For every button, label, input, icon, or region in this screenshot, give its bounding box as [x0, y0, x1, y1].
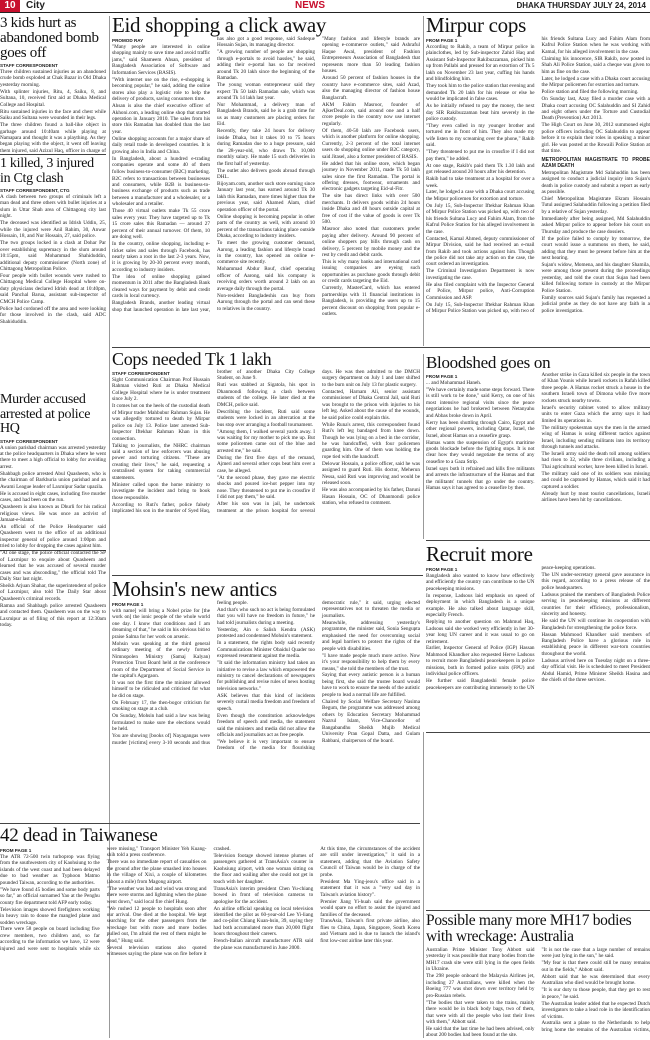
article-murder-accused	[0, 393, 106, 821]
headline: Mohsin's new antics	[112, 578, 277, 601]
article-body: Three children sustained injuries as an abandoned crude bomb exploded at Chak Bazar in Old Dhaka yesterday morning. With splinter injuries, Ritu, 4, Saiku, 8, and Sultana, 10, received first aid at Dhaka Medical College and Hospital. Ritu sustained injuries in the face and chest while Saiku and Sultana were wounded in their legs. The three children found a ball-like object in garbage around 10:40am while playing at Namapara and thought it was a plaything. As they began playing with the object, it went off leaving them injured, said Azizul Haq, officer in charge of	[0, 69, 106, 154]
article-cops-needed	[112, 350, 420, 573]
section-name: City	[26, 0, 45, 11]
article-mh17	[426, 913, 650, 1038]
section-rule	[112, 575, 423, 576]
article-body: FROM PAGE 1 Bangladesh also wanted to know how effectively and efficiently the country can contribute to the UN peacekeeping missions. In response, Ladsous laid emphasis on speed of deployment in which Bangladesh is a unique example. He also talked about language skill, especially French. Replying to another question on Mahmud Haq, Ladsous said she worked very efficiently in her 30-year long UN career and it was usual to go on retirement. Earlier, Inspector General of Police (IGP) Hassan Mahmood Khandker also requested Herve Ladsous to recruit more Bangladeshi peacekeepers in police missions, both in formed police units (FPU) and individual police officers. He further said Bangladeshi female police peacekeepers are contributing immensely to the UN peace-keeping operations. The UN under-secretary general gave assurance in this regard, according to a press release of the police headquarters. Ladsous praised the members of Bangladesh Police serving in peacekeeping missions at different countries for their efficiency, professionalism, sincerity and honesty. He said the UN will continue its cooperation with Bangladesh for strengthening the police force. Hassan Mahmood Khandker said members of Bangladesh Police have a glorious role in establishing peace in different war-torn countries throughout the world. Ladsous arrived here on Tuesday night on a three-day official visit. He is scheduled to meet President Abdul Hamid, Prime Minister Sheikh Hasina and the chiefs of the three services.	[426, 565, 650, 691]
masthead	[0, 0, 650, 13]
byline: STAFF CORRESPONDENT, CTG	[0, 188, 70, 193]
section-rule	[112, 347, 650, 348]
byline: STAFF CORRESPONDENT	[0, 438, 58, 444]
article-body: PROMOD RAY "Many people are interested in online shopping mainly to save time and avoid traffic jams," said Shameem Ahsan, president of Bangladesh Association of Software and Information Services (BASIS). "With internet use on the rise, e-shopping is becoming popular," he said, adding the online stores also play a logistic role to help the delivery of products, saving consumers time. Ahsan is also the chief executive officer of Akhoni.com, a leading online shop that started operation in January 2010. The sales from his store this Ramadan has doubled than the last year. Online shopping accounts for a major share of daily retail trade in developed countries. It is growing also in India and China. In Bangladesh, about a hundred e-trading companies operate and some 40 of them follow business-to-consumer (B2C) marketing. B2C refers to transactions between businesses and consumers, while B2B is business-to-business exchange of products such as trade between a manufacturer and a wholesaler, or a wholesaler and a retailer. Those 40 virtual outlets make Tk 55 crore sales every year. They have targeted up to Tk 15 crore sales this Ramadan — around 27 percent of their annual turnover. Of them, 10 are doing well. In the country, online shopping, including e-ticket sales and sales through Facebook, has nearly taken a root in the last 2-3 years. Now, it is growing by 20-30 percent every month, according to industry insiders. The idea of online shopping gained momentum in 2011 after the Bangladesh Bank cleared ways for payment by debit and credit cards in local currency. Bangladesh Brands, another leading virtual shop that launched operation in late last year, has also got a good response, said Sadeque Hossain Sujan, its managing director. "A growing number of people are shopping through e-portals to avoid hassles," he said, adding their e-portal has so far received around Tk 20 lakh since the beginning of the Ramadan. The young woman entrepreneur said they expect Tk 50 lakh Ramadan sale, which was around Tk 14 lakh last year. Nur Mohammad, a delivery man of Bangladesh Brands, said he is a grab time for us as many customers are placing orders for Eid. Recently, they take 24 hours for delivery inside Dhaka, but it takes 10 to 75 hours during Ramadan due to a huge pressure, said the 28-year-old, who draws Tk 10,000 monthly salary. He made 15 such deliveries in the first half of yesterday. The outlet also delivers goods abroad through DHL. Bijoyam.com, another such store earning since January last year, has earned around Tk 30 lakh this Ramadan, more times higher than the previous year, said Ahamed Alam, chief operation officer of the portal. Online shopping is becoming popular in other parts of the country as well, with around 10 percent of the transactions taking place outside Dhaka, according to industry insiders. To meet the growing customer demand, Aarong, a leading fashion and lifestyle brand in the country, has opened an online e-commerce site recently. Mohammad Abdur Rouf, chief operating officer of Aarong, said his company is receiving orders worth around 2 lakh on an average daily through the portal. Non-resident Bangladeshis can buy from Aarong through the portal and can send these to relatives in the country. "Many fashion and lifestyle brands are opening e-commerce outlets," said Ashraful Haque Awal, president of Fashion Entrepreneurs Association of Bangladesh that represents more than 50 leading fashion houses. Around 50 percent of fashion houses in the country have e-commerce sites, said Azad, also the managing director of fashion house Banglacraft. AKM Fahim Masroor, founder of AjkerDeal.com, said around one and a half crore people in the country now use internet regularly. Of them, 40-50 lakh are Facebook users, which is another platform for online shopping. Currently, 2-3 percent of the total internet users do shopping online under B2C category, said Jitasel, also a former president of BASIS. He added that his online store, which began journey in November 2011, made Tk 50 lakh sales since the first Ramadan. The portal is offering dresses, footwear, ornaments and electronic gadgets targeting Eid-ul-Fitr. The site has direct links with over 500 merchants. It delivers goods within 24 hours inside Dhaka and 48 hours outside capital at free of cost if the value of goods is over Tk 500. Masroor also noted that customers prefer paying after delivery. Around 90 percent of online shoppers pay bills through cash on delivery, 5 percent by mobile money and the rest by credit and debit cards. This is why many banks and international card issuing companies are eyeing such opportunities as purchase goods through debit or credit cards targeting the Eid. Currently, MasterCard, which has entered partnerships with 11 financial institutions in Bangladesh, is providing the users up to 15 percent discount on shopping from popular e-outlets.	[112, 36, 420, 318]
headline: Bloodshed goes on	[426, 354, 551, 372]
section-rule	[0, 154, 106, 155]
article-body: FROM PAGE 1 with name] will bring a Nobel prize for [the work on] the ionic people of the whole world one day. I know that conditions and I am dreaming of that," he said in his obvious bid to praise Salma for her work on arsenic. Mohsin was speaking at the third general ordinary meeting of the newly formed Nimnopolen Ministry (Samaj Kalyan) Protection Trust Board held at the conference room of the Department of Social Service in the capital's Agargaon. It was not the first time the minister allowed himself to be ridiculed and criticised for what he did on stage. On February 17, the then-bogor criticism for smoking on stage at a club. On Sunday, Mohsin had said a law was being formulated to make sure the elections would be held. You are showing [books of] Nayagangas were murder [victims] every 3-10 seconds and thus feeling people. And that's who such no act is being formulated that you will have no freedom in future," he had told journalists during a meeting. Yesterday, Ain o Salish Kendra (ASK) protested and condemned Mohsin's statement. In a statement, the rights body said recently Communications Minister Obaidul Quader too expressed resentment against the media. "It said the information ministry had taken an initiative to revise a law which empowered the ministry to cancel declarations of newspapers for publishing and revise rules of news hosting television networks." ASK believes that this kind of incidents severely curtail media freedom and freedom of speech. Even though the constitution acknowledges freedom of speech and media, the statement said the ministers and media did not allow the officials and journalists act as free people. "We believe it is very important to ensure freedom of the media for flourishing democratic rule," it said, urging elected representatives not to threaten the media or journalists. Meanwhile, addressing yesterday's programme, the minister said, Sonia Sengupta emphasised the need for overcoming social and legal barriers to protect the rights of the people with disabilities. "I have made people much more active. Now it's your responsibility to help them by every means," she told the members of the trust. Saying that every autistic person is a human being first, she said the trustee board would have to work to ensure the needs of the autistic people to lead a normal life are fulfilled. Chaired by Social Welfare Secretary Nasima Begum, the programme was addressed among others by Education Secretary Mohammad Nazrul Islam, Vice-Chancellor of Bangabandhu Sheikh Mujib Medical University Pran Gopal Datta, and Gulam Rabbani, chairperson of the board.	[112, 600, 420, 752]
headline: 1 killed, 3 injured in Ctg clash	[0, 157, 94, 186]
article-body: FROM PAGE 1 ... and Mohammad Haneh. "We have certainly made some steps forward. There is still work to be done," said Kerry, on one of his most intensive regional visits since the peace negotiations he had brokered between Netanyahu and Abbas broke down in April. Kerry has been shuttling through Cairo, Egypt and other regional powers, including Qatar, Israel, the Israel, about Hamas on a ceasefire grasp. Hamas wants the suspension of Egypt's maritime goods blockade before the fighting stops. It is not clear how they would negotiate the terms of any ceasefire to a Gaza Strip. Israel says both it refrained and kills five militants and arrests the infrastructure of the Hamas and that the militants' tunnels that go under the country. Hamas says it has agreed to a ceasefire by then. Another strike in Gaza killed six people in the town of Khan Younis while Israeli rockets in Rafah killed three people. A Hamas rocket struck a house in the southern Israeli town of Dimona while five more rockets struck nearby towns. Israel's security cabinet voted to allow military units to enter Gaza which the army says it had limited its operations in. The military spokesman says the men in the armed wing of Hamas is using different tactics against Israel, including sending militants into its territory through tunnels and attacks. The Israeli army said the death toll among soldiers had risen to 32, while three civilians, including a Thai agricultural worker, have been killed in Israel. The military said one of its soldiers was missing and could be captured by Hamas, which said it had captured a soldier. Already hurt by most tourist cancellations, Israeli airlines have been hit by cancellations.	[426, 372, 650, 504]
headline: Murder accused arrested at police HQ	[0, 393, 91, 436]
article-body: A union parishad chairman was arrested yesterday at the police headquarters in Dhaka where he went there to meet a high official to lobby for avoiding arrest. Shahbagh police arrested Abul Quasheem, who is the chairman of Barkhuria union parishad and an Awami League leader of Laxmipur Sadar upazila. He is accused in eight cases, including five murder cases, and had been on the run. Quasheem is also known as Dhurli for his radical religious views. He was once an activist of Jamaat-e-Islami. An official of the Police Headquarter said Quasheem went to the office of an additional inspector general of police around 1:00pm and tried to lobby for dropping the cases against him. "At one stage, the police official contacted the SP of Laxmipur to enquire about Quasheem and learned that he was accused of several murder cases and was absconding," the official told The Daily Star last night. Sheikh Arjuan Shahar, the superintendent of police of Laxmipur, also told The Daily Star about Quasheem's criminal records. Ramna and Shahbagh police arrested Quasheem and contacted them. Quasheem was on the way to Laxmipur as of filing of this report at 12:30am today.	[0, 444, 106, 629]
article-body: Australian Prime Minister Tony Abbott said yesterday it was possible that many bodies from the MH17 crash site were still lying in the open fields in Ukraine. The 298 people onboard the Malaysia Airlines jet, including 27 Australians, were killed when the Boeing 777 was shot down over territory held by pro-Russian rebels. "The bodies that were taken to the trains, mainly there would be in black body bags, two of them, that were with all the people who lost their lives with them," Abbott said. He said that the last time he had been advised, only about 200 bodies had been found at the site. "It is not the case that a large number of remains were just lying in the sun," he said. "My fear is that there could still be many remains out in the fields," Abbott said. Abbott said that he was determined that every Australian who died would be brought home. "It is our duty to those people, that they get to rest in peace," he said. The Australian leader added that he expected Dutch investigators to take a lead role in the identification of victims. Australia sent a plane to the Netherlands to help bring home the remains of the Australian victims,	[426, 947, 650, 1038]
article-recruit-more	[426, 543, 650, 730]
article-body: A clash between two groups of criminals left a man dead and three others with bullet injuries at a slum in Uttar Shah area of Chittagong city last night. The deceased was identified as Idrish Uddin, 25, while the injured were Anil Rahim, 30, Anwar Hossain, 18, and Nur Hossain, 27, said police. The two groups locked in a clash at Dohar Par over establishing supremacy in the slum around 10:15pm, said Mohammad Shahiduddin, additional deputy commissioner (North zone) of Chittagong Metropolitan Police. Four people with bullet wounds were rushed to Chittagong Medical College Hospital where on-duty physicians declared Idrish dead at 10:40pm, said Panchal Barua, assistant sub-inspector of CMCH Police Camp. Police had cordoned off the area and were looking for those involved in the clash, said ADC Shahiduddin.	[0, 194, 106, 325]
article-ctg-clash	[0, 157, 106, 390]
section-rule	[426, 732, 650, 733]
column-rule	[423, 732, 424, 1038]
article-mirpur-cops	[426, 14, 650, 346]
section-rule	[426, 540, 650, 541]
headline: 42 dead in Taiwanese	[0, 826, 158, 846]
section-rule	[426, 910, 650, 911]
subheading: METROPOLITAN MAGISTRATE TO PROBE AZAM DEATH	[541, 156, 650, 169]
headline: Mirpur cops	[426, 14, 526, 37]
column-rule	[423, 354, 424, 539]
article-body: STAFF CORRESPONDENT Sight Communication Chairman Prof Hussain Rahman visited Ruti at Dhaka Medical College Hospital where he is under treatment since July 2. It comes hot on the heels of the custodial death of Mirpur trader Mahbubur Rahman Sujan. He was allegedly tortured to death by Mirpur police on July 13. Police later arrested Sub-Inspector Iftekhar Rahman Khan in this connection. Talking to journalists, the NHRC chairman said a section of law enforcers was abusing power and torturing citizens. "These are creating their lives," he said, requesting a centralised system for taking commercial statements. Minister called upon the home ministry to investigate the incident and bring to book those responsible. According to Ruti's father, police falsely implicated his son in the murder of Syed Haq, brother of another Dhaka City College Student, on June 9. Ruti was stabbed at Sigatola, his spot in Dhanmondi following a clash between students of the college. He later died at the DMCH, police said. Describing the incident, Ruti said some students were locked in an altercation at the bus stop over arranging a football tournament. "Among them, I walked several yards away. I was waiting for my mother to pick me up. But some policemen came out of the blue and arrested me," he said. During the first five days of the remand, Ajmeri and several other cops beat him over a case, he alleged. "At the second phase, they gave me electric shocks and poured ice-hot pepper into my nose. They threatened to put me in crossfire if I did not pay them," he said. After his son was in jail, he undertook treatment at the prison hospital for several days. He was then admitted to the DMCH surgery department on July 1 and later shifted to the burn unit on July 13 for plastic surgery. Contacted, Harnam Ali, senior assistant commissioner of Dhaka Central Jail, said Ruti was brought to the prison with injuries to his left leg. Asked about the cause of the wounds, he said police could explain this. While Runa's arrest, this correspondent found Ruti's left leg bandaged from knee down. Though he was lying on a bed in the corridor, he was handcuffed, with four policemen guarding him. One of them was holding the rope tied with the handcuff. Delowar Hossain, a police officer, said he was assigned to guard Ruti. His doctor, Meherun Nessa, said Ruti was improving and would be released soon. He was also accompanied by his father, Daruni Hasan Hossain, OC of Dhanmondi police station, who refused to comment.	[112, 369, 420, 515]
byline: STAFF CORRESPONDENT	[0, 63, 58, 68]
headline: Recruit more	[426, 543, 533, 566]
article-eid-shopping	[112, 14, 420, 346]
headline: 3 kids hurt as abandoned bomb goes off	[0, 16, 99, 61]
article-bomb	[0, 16, 106, 154]
article-mohsin	[112, 578, 420, 821]
article-bloodshed	[426, 354, 650, 538]
dateline: DHAKA THURSDAY JULY 24, 2014	[516, 1, 646, 10]
article-body: FROM PAGE 1 According to Rakib, a team of Mirpur police in plainclothes, led by Sub-inspector Zahid Haq and Assistant Sub-Inspector Rakibuzzaman, picked him up from Pallabi and pressed for an extortion of Tk 5 lakh on November 23 last year, cuffing his hands and blindfolding him. They took him to the police station that evening and demanded Tk 20 lakh for his release or else he would be implicated in false cases. As he initially refused to pay the money, the next day SIR Rakibuzzaman beat him severely in the police custody. "They even called in my younger brother and tortured me in front of him. They also made my wife listen to my screaming over the phone," Rakib said. "They threatened to put me in crossfire if I did not pay them," he added. At one stage, Rakib's paid them Tk 1.30 lakh and got released around 20 hours after his detention. Rakib had to take treatment at a hospital for over a week. Later, he lodged a case with a Dhaka court accusing the Mirpur policemen for extortion and torture. On July 15, Sub-Inspector Iftekhar Rahman Khan of Mirpur Police Station was picked up, with two of his friends Sultana Lucy and Fahim Alam, from the Kafrul Police Station for his alleged involvement in the case. Contacted, Kamal Ahmed, deputy commissioner of Mirpur Division, said he had received an e-mail from Rakib and took actions against him. Though the police did not take any action on the case, the court ordered an investigation. The Criminal Investigation Department is now investigating the case. He also filed complaint with the Inspector General of Police, Mirpur police, Anti-Corruption Commission and ASP. On July 15, Sub-Inspector Iftekhar Rahman Khan of Mirpur Police Station was picked up, with two of his friends Sultana Lucy and Fahim Alam from Kafrul Police Station when he was working with Kamal, for his alleged involvement in the case. Claiming his innocence, SIR Rakib, now posted in Shah Ali Police Station, said a cheque was given to him as fine on the case. Later, he lodged a case with a Dhaka court accusing the Mirpur policemen for extortion and torture. Police station and filed the following morning. On Sunday last, Azay filed a murder case with a Dhaka court accusing OC Salahuddin and SI Zahid and eight others under the Torture and Custodial Death (Prevention) Act 2013. The High Court on June 30, 2012 summoned eight police officers including OC Salahuddin to appear before it to explain their roles in speaking a minor girl. He was posted at the Rowaili Police Station at that time. METROPOLITAN MAGISTRATE TO PROBE AZAM DEATH Metropolitan Magistrate Md Salahuddin has been assigned to conduct a judicial inquiry into Sujan's death in police custody and submit a report as early as possible. Chief Metropolitan Magistrate Ekram Hossain Tutul assigned Salahuddin following a petition filed by a relative of Sujan yesterday. Immediately after being assigned, Md Salahuddin asked Mirpur police to appear before his court on Thursday and produce the case dossiers. If the police failed to comply by tomorrow, the court would issue a summons on them, he said, adding that they must be present before him at the next hearing. Sujan's widow, Momena, and his daughter Shamila, were among those present during the proceedings yesterday, and told the court that Sujan had been killed following torture in custody at the Mirpur Police Station. Family sources said Sujan's family has requested a judicial probe as they do not have any faith in a police investigation.	[426, 36, 650, 315]
headline: Cops needed Tk 1 lakh	[112, 350, 272, 369]
column-rule	[423, 16, 424, 346]
article-body: FROM PAGE 1 The ATR 72-500 twin turboprop was flying from the southwestern city of Kaohsiung to the islands of the west coast and had been delayed due to bad weather as Typhoon Matmo pounded Taiwan, according to the authorities. "We have found 45 bodies and some body parts so far," an official surnamed Yao at the Penghu county fire department told AFP early today. Television images showed firefighters working in heavy rain to douse the mangled plane and sodden wreckage. There were 58 people on board including five crew members, two children and, so far according to the information we have, 12 were injured and were sent to hospitals while six were missing," Transport Minister Yeh Kuang-shih told a press conference. There was no immediate report of casualties on the ground after the plane smashed into houses in the village of Xixi, a couple of kilometres (about a mile) from Magong airport. "The weather was bad and wind was strong and there were storms and lightning when the plane went down," said local fire chief Hung. "We rushed 12 people to hospitals soon after our arrival. One died at the hospital. We kept searching for the other passengers from the wreckage but with more and more bodies pulled out, I'm afraid the rest of them might be dead," Hung said. Several television stations also quoted witnesses saying the plane was on fire before it crashed. Television footage showed intense plumes of passengers gathered at TransAsia's counter in Kaohsiung airport, with one woman sitting on the floor and wailing after she could not get in touch with her daughter. TransAsia's interim president Chen Yu-chiang bowed in front of television cameras to apologise for the accident. An airline official speaking on local television identified the pilot as 60-year-old Lee Yi-liang and co-pilot Chiang Kuan-hsin, 39, saying they had both accumulated more than 20,000 flight hours throughout their careers. French-Italian aircraft manufacturer ATR said the plane was manufactured in June 2000. At this time, the circumstances of the accident are still under investigation," it said in a statement, adding that the Aviation Safety Council of Taiwan would be in charge of the probe. President Ma Ying-jeou's office said in a statement that it was a "very sad day in Taiwan's aviation history". Premier Jiang Yi-huah said the government would spare no effort to assist the injured and families of the deceased. TransAsia, Taiwan's first private airline, also flies to China, Japan, Singapore, South Korea and Vietnam and is due to launch the island's first low-cost airline later this year.	[0, 846, 420, 958]
section-label: NEWS	[295, 0, 325, 11]
page-number: 10	[0, 0, 20, 12]
headline: Possible many more MH17 bodies with wreckage: Australia	[426, 913, 632, 945]
section-rule	[0, 823, 420, 824]
headline: Eid shopping a click away	[112, 14, 327, 37]
article-taiwan-crash	[0, 826, 420, 1038]
